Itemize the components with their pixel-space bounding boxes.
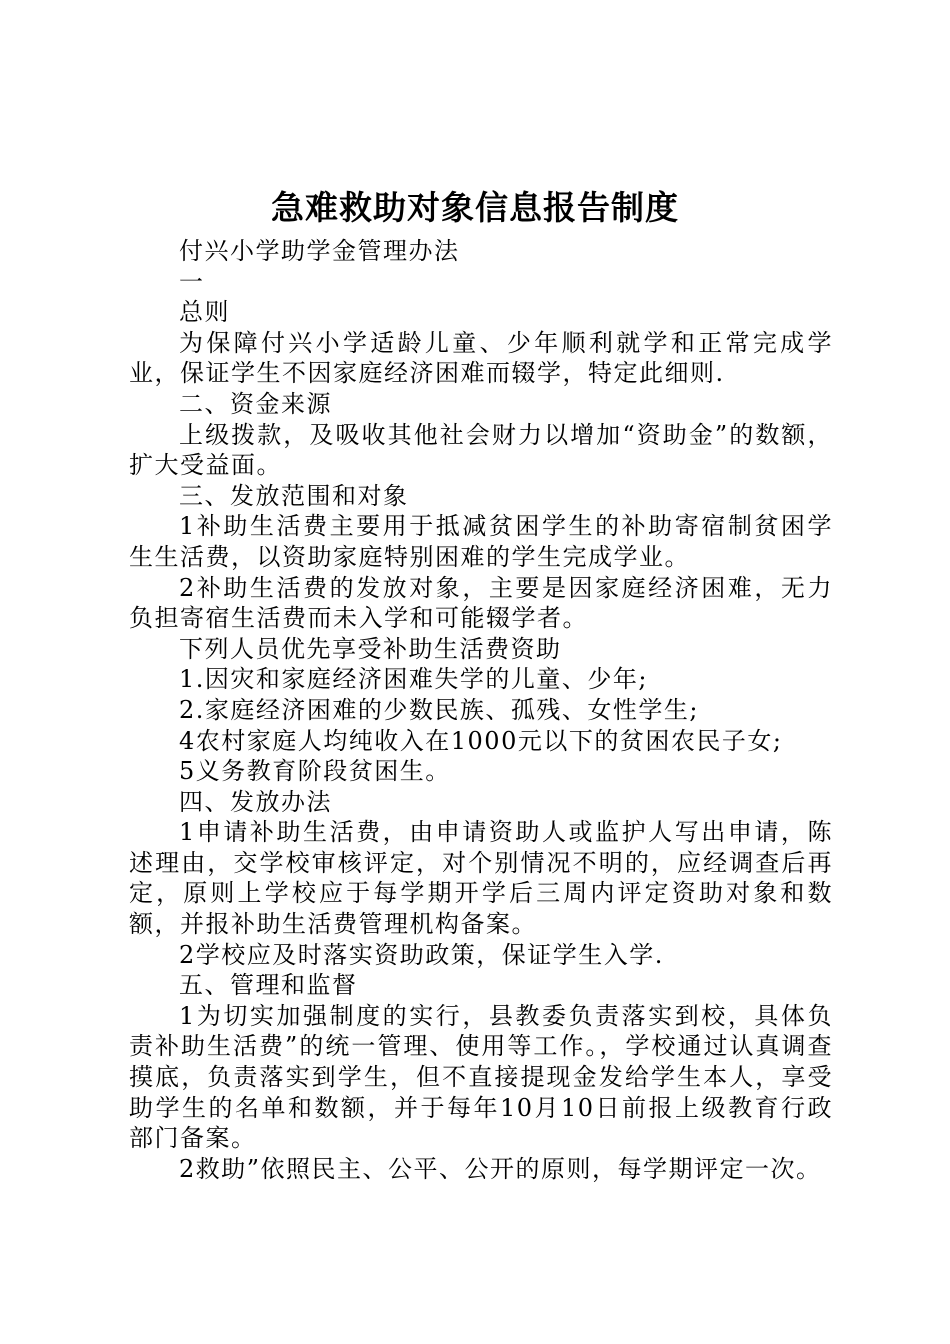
document-title: 急难救助对象信息报告制度 [271,188,679,227]
paragraph: 2补助生活费的发放对象，主要是因家庭经济困难，无力负担寄宿生活费而未入学和可能辍学者。 [129,573,833,633]
paragraph: 2救助”依照民主、公平、公开的原则，每学期评定一次。 [179,1154,822,1183]
paragraph-subtitle: 付兴小学助学金管理办法 [179,237,460,265]
section-heading-management: 五、管理和监督 [179,971,358,1000]
list-item: 4农村家庭人均纯收入在1000元以下的贫困农民子女; [179,726,783,755]
paragraph: 2学校应及时落实资助政策，保证学生入学. [179,940,664,969]
list-item: 5义务教育阶段贫困生。 [179,757,451,786]
paragraph: 为保障付兴小学适龄儿童、少年顺利就学和正常完成学业，保证学生不因家庭经济困难而辍学，特定此细则. [129,328,833,388]
section-heading-general: 总则 [179,298,230,327]
list-item: 1.因灾和家庭经济困难失学的儿童、少年; [179,665,648,694]
paragraph: 1为切实加强制度的实行，县教委负责落实到校，具体负责补助生活费”的统一管理、使用等工作。，学校通过认真调查摸底，负责落实到学生，但不直接提现金发给学生本人，享受助学生的名单和数额，并于每年10月10日前报上级教育行政部门备案。 [129,1001,833,1153]
paragraph-section-number: 一 [179,267,205,296]
paragraph: 1申请补助生活费，由申请资助人或监护人写出申请，陈述理由，交学校审核评定，对个别情况不明的，应经调查后再定，原则上学校应于每学期开学后三周内评定资助对象和数额，并报补助生活费管理机构备案。 [129,818,833,939]
section-heading-method: 四、发放办法 [179,787,332,816]
list-item: 2.家庭经济困难的少数民族、孤残、女性学生; [179,695,699,724]
paragraph: 上级拨款，及吸收其他社会财力以增加“资助金”的数额，扩大受益面。 [129,420,833,480]
section-heading-funding: 二、资金来源 [179,389,332,418]
paragraph: 下列人员优先享受补助生活费资助 [179,634,562,663]
section-heading-scope: 三、发放范围和对象 [179,481,409,510]
document-body [129,236,833,1184]
paragraph: 1补助生活费主要用于抵减贫困学生的补助寄宿制贫困学生生活费，以资助家庭特别困难的学生完成学业。 [129,512,833,571]
